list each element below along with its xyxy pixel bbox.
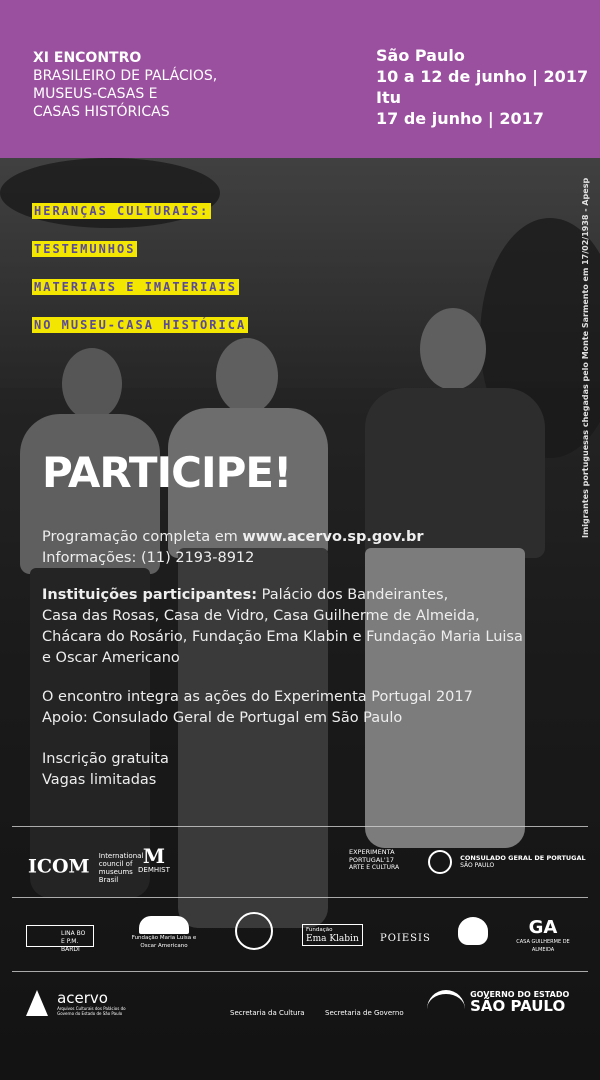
divider <box>12 897 588 898</box>
demhist-label: DEMHIST <box>138 866 170 874</box>
support-line-2: Apoio: Consulado Geral de Portugal em São Paulo <box>42 710 403 726</box>
guilherme-almeida-logo <box>512 918 574 954</box>
consulado-logo <box>428 850 586 874</box>
header-band <box>0 0 600 158</box>
institutions-label: Instituições participantes: <box>42 587 258 603</box>
dates-itu: 17 de junho | 2017 <box>376 109 544 128</box>
photo-caption: Imigrantes portuguesas chegadas pelo Monte Sarmento em 17/02/1938 - Apesp <box>581 177 590 538</box>
registration-line-1: Inscrição gratuita <box>42 751 169 767</box>
poiesis-logo: POIESIS <box>380 933 431 944</box>
registration-line-2: Vagas limitadas <box>42 772 157 788</box>
acervo-sub: Arquivos Culturais dos Palácios do Governo do Estado de São Paulo <box>57 1005 126 1016</box>
consulado-sub: SÃO PAULO <box>460 862 495 869</box>
acervo-icon <box>26 990 48 1016</box>
portugal-shield-icon <box>428 850 452 874</box>
casa-rosas-icon <box>458 917 488 945</box>
institutions-text-3: Chácara do Rosário, Fundação Ema Klabin e Fundação Maria Luisa <box>42 629 523 645</box>
experimenta-sub: ARTE E CULTURA <box>349 864 400 871</box>
institutions <box>42 585 523 669</box>
title-line-4: NO MUSEU-CASA HISTÓRICA <box>34 318 247 332</box>
contact-phone: Informações: (11) 2193-8912 <box>42 550 255 566</box>
city-itu: Itu <box>376 88 401 107</box>
experimenta-logo <box>349 848 399 872</box>
house-icon <box>139 916 189 934</box>
title-line-1: HERANÇAS CULTURAIS: <box>34 204 210 218</box>
dates-sao-paulo: 10 a 12 de junho | 2017 <box>376 67 589 86</box>
event-line-4: CASAS HISTÓRICAS <box>33 104 170 120</box>
guilherme-label: CASA GUILHERME DE ALMEIDA <box>516 939 570 953</box>
theme-title <box>32 200 248 352</box>
city-sao-paulo: São Paulo <box>376 46 465 65</box>
gov-sp-logo <box>427 990 569 1014</box>
palacio-seal-icon <box>235 912 273 950</box>
title-line-3: MATERIAIS E IMATERIAIS <box>34 280 237 294</box>
demhist-logo <box>138 846 170 874</box>
acervo-label: acervo <box>57 988 108 1007</box>
maria-luisa-logo <box>126 916 202 950</box>
divider <box>12 971 588 972</box>
support-line-1: O encontro integra as ações do Experimenta Portugal 2017 <box>42 689 473 705</box>
consulado-label: CONSULADO GERAL DE PORTUGAL <box>460 854 586 862</box>
institutions-text-4: e Oscar Americano <box>42 650 180 666</box>
ga-monogram-icon: GA <box>528 917 558 938</box>
event-line-2: BRASILEIRO DE PALÁCIOS, <box>33 68 218 84</box>
ema-klabin-label: Ema Klabin <box>306 934 359 944</box>
gov-line-2: SÃO PAULO <box>470 997 566 1015</box>
divider <box>12 826 588 827</box>
institutions-text-1: Palácio dos Bandeirantes, <box>257 587 449 603</box>
icom-subtitle: International council of museums Brasil <box>98 852 144 884</box>
sec-cultura-label: Secretaria da Cultura <box>230 1009 305 1017</box>
lina-bo-bardi-logo <box>26 925 94 953</box>
event-line-3: MUSEUS-CASAS E <box>33 86 158 102</box>
experimenta-label: EXPERIMENTA PORTUGAL'17 <box>349 848 395 864</box>
institutions-text-2: Casa das Rosas, Casa de Vidro, Casa Guilherme de Almeida, <box>42 608 480 624</box>
title-line-2: TESTEMUNHOS <box>34 242 136 256</box>
lina-label: LINA BO E P.M. BARDI <box>61 930 86 953</box>
program-url-link[interactable]: www.acervo.sp.gov.br <box>242 529 424 545</box>
gov-sp-arc-icon <box>427 990 465 1014</box>
maria-luisa-label: Fundação Maria Luisa e Oscar Americano <box>131 935 197 949</box>
event-title <box>33 49 217 121</box>
demhist-m-icon: M <box>142 844 166 868</box>
acervo-logo <box>26 990 129 1016</box>
registration-info <box>42 749 169 791</box>
ema-klabin-logo <box>302 924 363 946</box>
support-info <box>42 687 473 729</box>
event-dates <box>376 45 588 129</box>
icom-wordmark: ICOM <box>28 855 90 878</box>
gov-line-1: GOVERNO DO ESTADO <box>470 990 570 999</box>
ema-klabin-sub: Fundação <box>306 927 333 933</box>
sec-governo-label: Secretaria de Governo <box>325 1009 404 1017</box>
program-text: Programação completa em <box>42 529 243 545</box>
program-info <box>42 527 424 569</box>
participe-heading: PARTICIPE! <box>42 448 292 497</box>
event-line-1: XI ENCONTRO <box>33 50 142 66</box>
icom-logo <box>28 852 144 884</box>
